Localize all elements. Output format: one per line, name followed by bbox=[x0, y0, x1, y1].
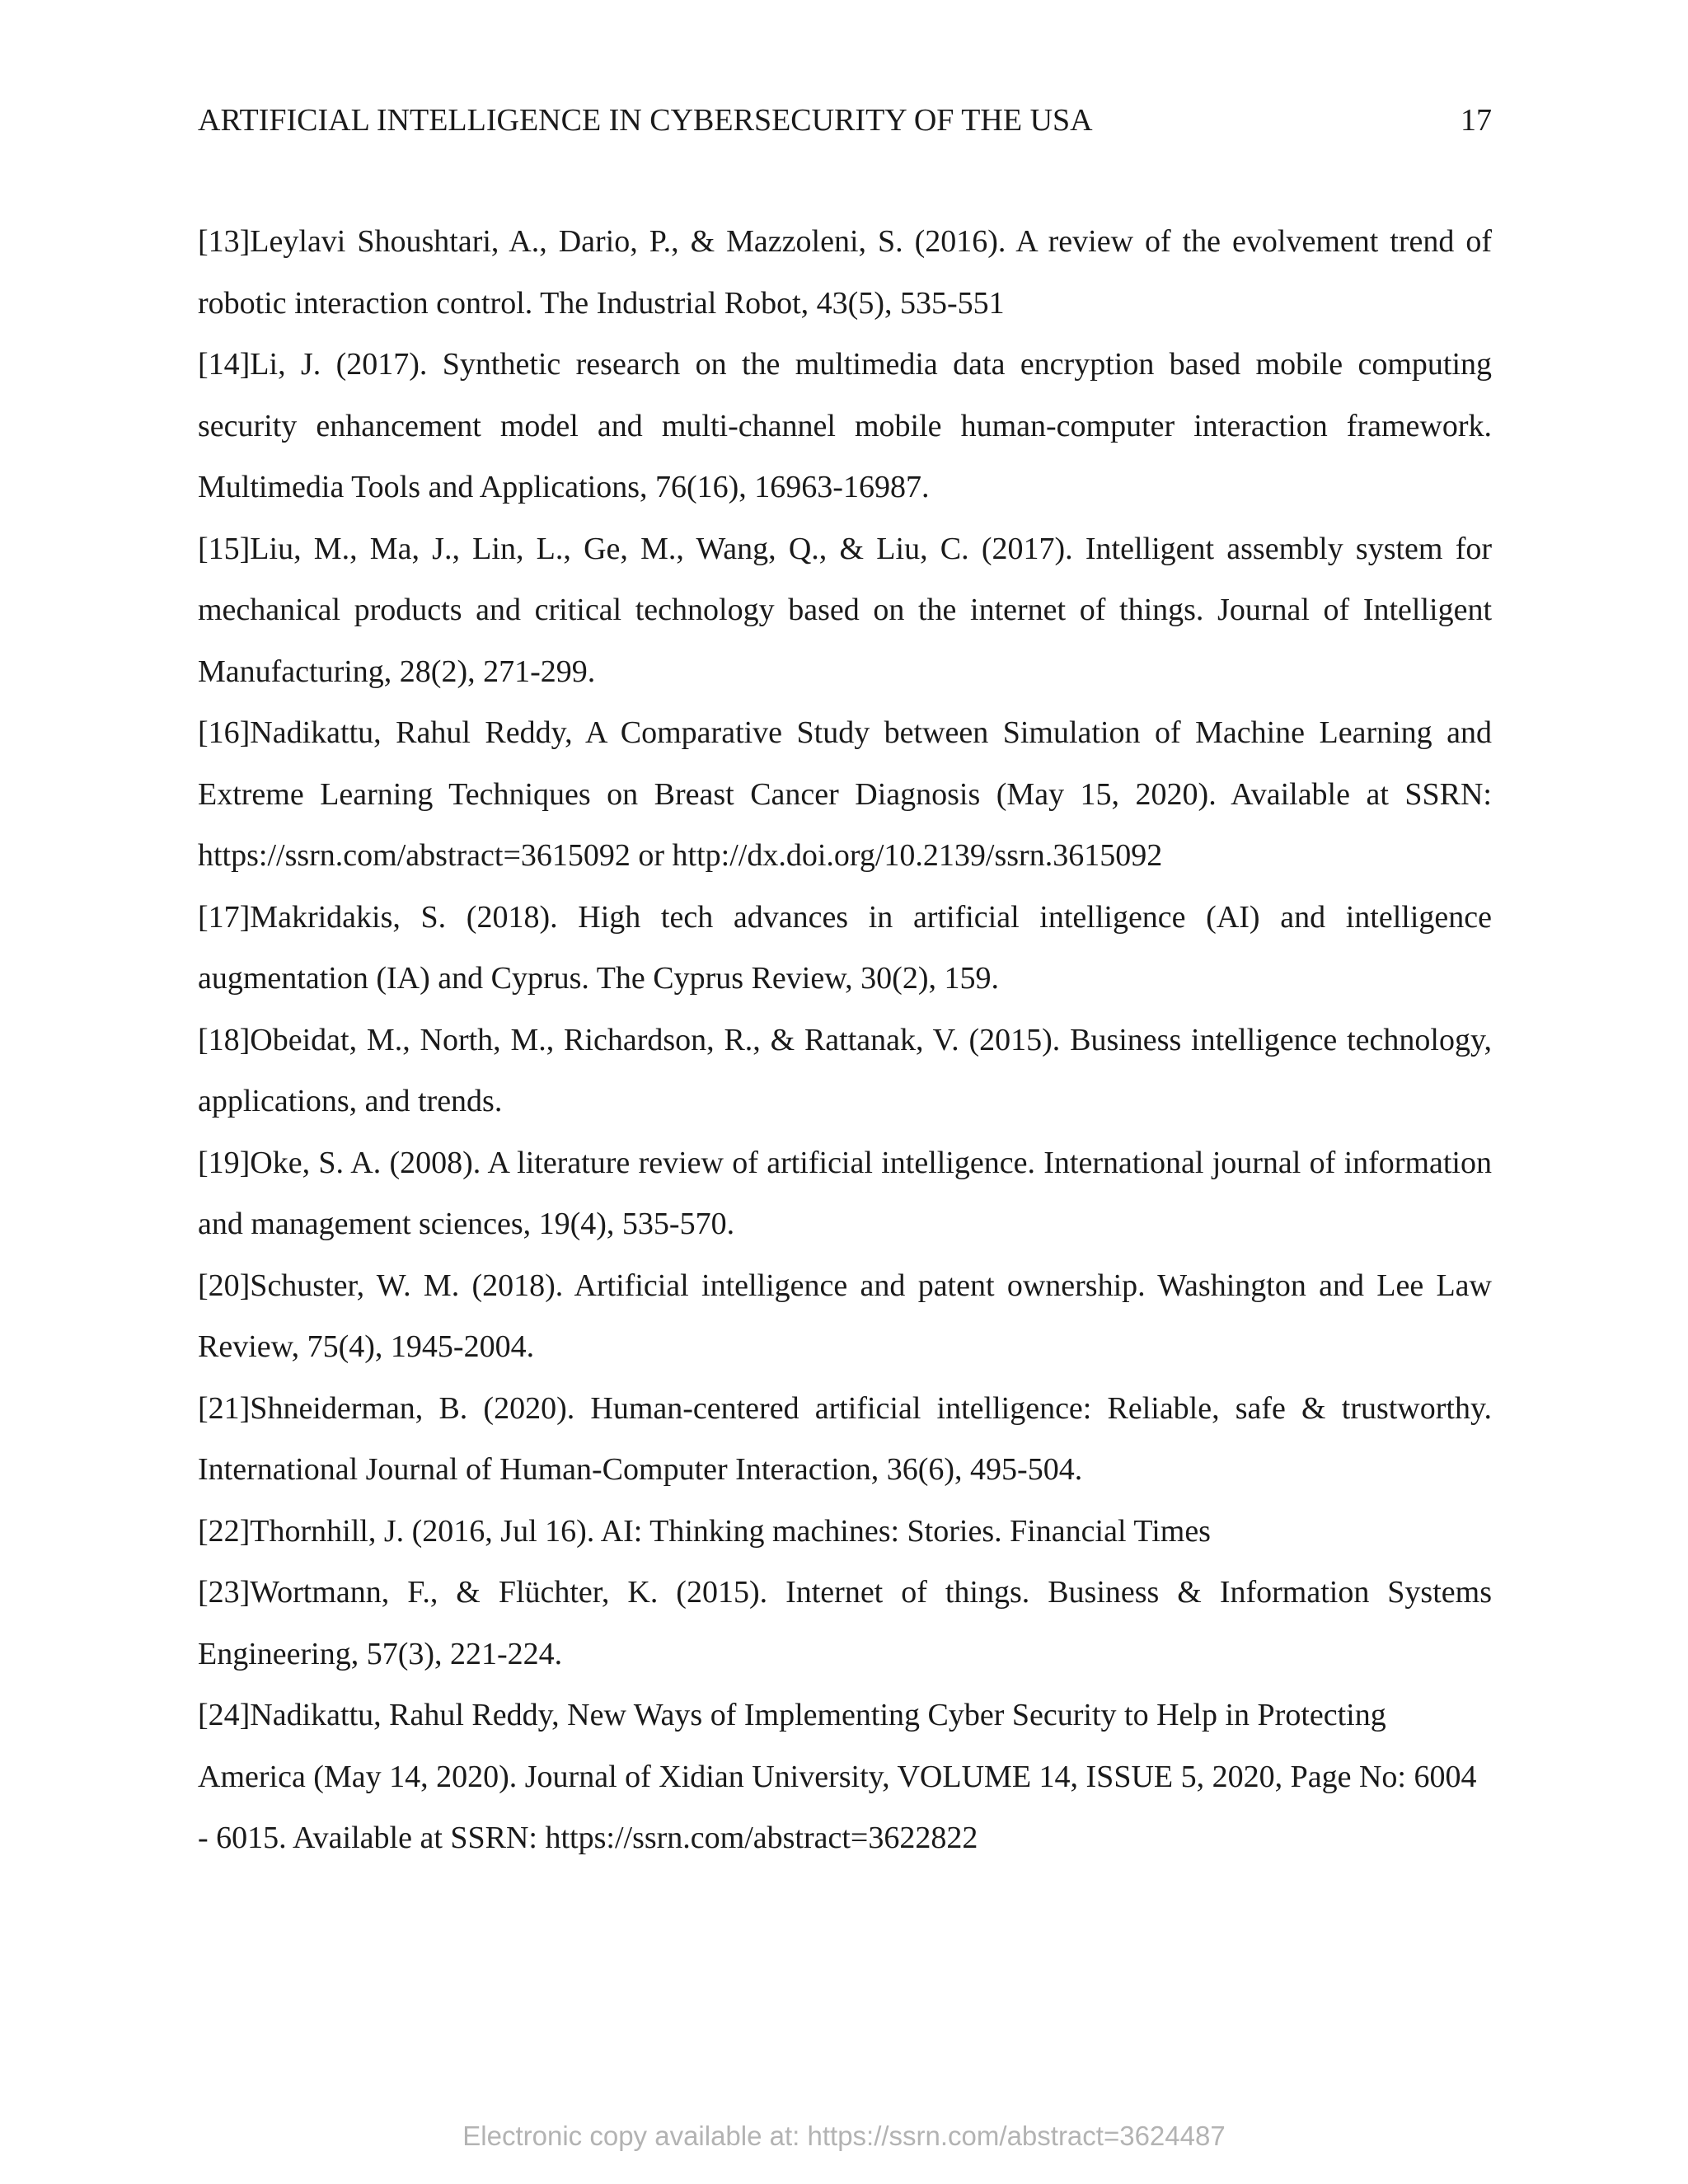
running-head: ARTIFICIAL INTELLIGENCE IN CYBERSECURITY OF THE USA bbox=[198, 103, 1093, 138]
ssrn-watermark: Electronic copy available at: https://ssrn.com/abstract=3624487 bbox=[462, 2121, 1226, 2151]
page-number: 17 bbox=[1461, 103, 1492, 138]
reference-15: [15]Liu, M., Ma, J., Lin, L., Ge, M., Wang, Q., & Liu, C. (2017). Intelligent assembly system for mechanical products and critical technology based on the internet of things. Journal of Intelligent Manufacturing, 28(2), 271-299. bbox=[198, 531, 1492, 689]
reference-21: [21]Shneiderman, B. (2020). Human-centered artificial intelligence: Reliable, safe & trustworthy. International Journal of Human-Computer Interaction, 36(6), 495-504. bbox=[198, 1390, 1492, 1487]
reference-list bbox=[198, 211, 1492, 1869]
reference-24: [24]Nadikattu, Rahul Reddy, New Ways of Implementing Cyber Security to Help in Protecting America (May 14, 2020). Journal of Xidian University, VOLUME 14, ISSUE 5, 2020, Page No: 6004 - 6015. Available at SSRN: https://ssrn.com/abstract=3622822 bbox=[198, 1698, 1477, 1855]
reference-17: [17]Makridakis, S. (2018). High tech advances in artificial intelligence (AI) and intelligence augmentation (IA) and Cyprus. The Cyprus Review, 30(2), 159. bbox=[198, 899, 1492, 996]
reference-20: [20]Schuster, W. M. (2018). Artificial intelligence and patent ownership. Washington and Lee Law Review, 75(4), 1945-2004. bbox=[198, 1268, 1492, 1364]
reference-13: [13]Leylavi Shoushtari, A., Dario, P., & Mazzoleni, S. (2016). A review of the evolvement trend of robotic interaction control. The Industrial Robot, 43(5), 535-551 bbox=[198, 224, 1492, 321]
reference-22: [22]Thornhill, J. (2016, Jul 16). AI: Thinking machines: Stories. Financial Times bbox=[198, 1513, 1211, 1549]
reference-16: [16]Nadikattu, Rahul Reddy, A Comparative Study between Simulation of Machine Learning and Extreme Learning Techniques on Breast Cancer Diagnosis (May 15, 2020). Available at SSRN: https://ssrn.com/abstract=3615092 or http://dx.doi.org/10.2139/ssrn.3615092 bbox=[198, 715, 1492, 873]
page-header bbox=[198, 97, 1492, 143]
reference-23: [23]Wortmann, F., & Flüchter, K. (2015). Internet of things. Business & Information Systems Engineering, 57(3), 221-224. bbox=[198, 1575, 1492, 1671]
reference-18: [18]Obeidat, M., North, M., Richardson, R., & Rattanak, V. (2015). Business intelligence technology, applications, and trends. bbox=[198, 1022, 1492, 1118]
reference-19: [19]Oke, S. A. (2008). A literature review of artificial intelligence. International journal of information and management sciences, 19(4), 535-570. bbox=[198, 1145, 1492, 1241]
reference-14: [14]Li, J. (2017). Synthetic research on the multimedia data encryption based mobile computing security enhancement model and multi-channel mobile human-computer interaction framework. Multimedia Tools and Applications, 76(16), 16963-16987. bbox=[198, 347, 1492, 504]
